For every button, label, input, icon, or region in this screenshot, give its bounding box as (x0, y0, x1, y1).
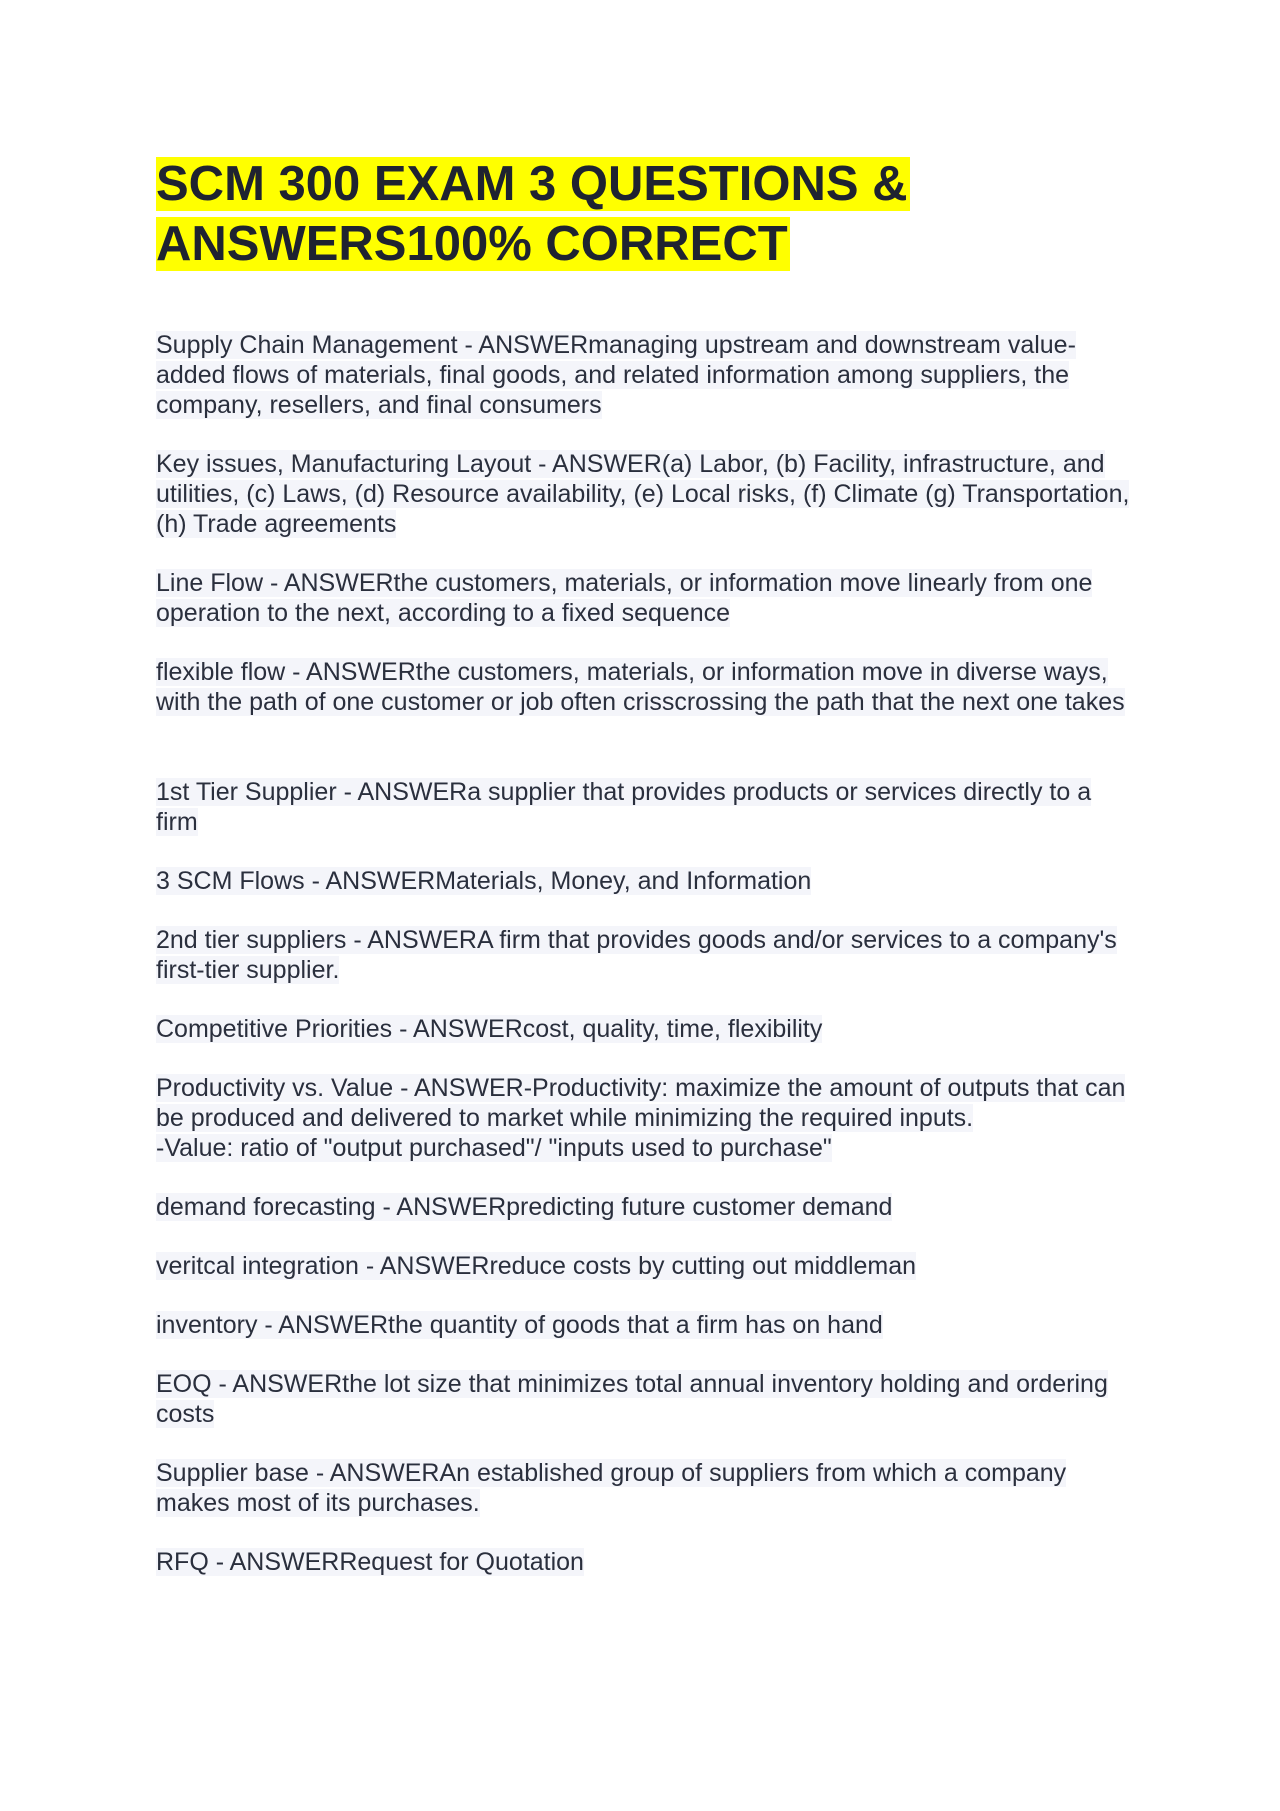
qa-list (156, 330, 1136, 1577)
qa-entry-key-issues-manufacturing-layout: Key issues, Manufacturing Layout - ANSWER(a) Labor, (b) Facility, infrastructure, and utilities, (c) Laws, (d) Resource availability, (e) Local risks, (f) Climate (g) Transportation, (h) Trade agreements (156, 450, 1130, 538)
qa-entry-vertical-integration: veritcal integration - ANSWERreduce costs by cutting out middleman (156, 1252, 917, 1280)
qa-entry-rfq: RFQ - ANSWERRequest for Quotation (156, 1548, 584, 1576)
qa-entry-2nd-tier-suppliers: 2nd tier suppliers - ANSWERA firm that provides goods and/or services to a company's first-tier supplier. (156, 926, 1117, 984)
qa-entry-productivity-vs-value: Productivity vs. Value - ANSWER-Productivity: maximize the amount of outputs that can be produced and delivered to market while minimizing the required inputs. -Value: ratio of "output purchased"/ "inputs used to purchase" (156, 1074, 1126, 1162)
qa-entry-inventory: inventory - ANSWERthe quantity of goods that a firm has on hand (156, 1311, 883, 1339)
qa-entry-1st-tier-supplier: 1st Tier Supplier - ANSWERa supplier that provides products or services directly to a firm (156, 778, 1092, 836)
qa-entry-flexible-flow: flexible flow - ANSWERthe customers, materials, or information move in diverse ways, with the path of one customer or job often crisscrossing the path that the next one takes (156, 658, 1125, 716)
document-page (156, 154, 1136, 1606)
title-line-2: ANSWERS100% CORRECT (156, 217, 788, 271)
qa-entry-supply-chain-management: Supply Chain Management - ANSWERmanaging upstream and downstream value-added flows of materials, final goods, and related information among suppliers, the company, resellers, and final consumers (156, 331, 1076, 419)
title-line-1: SCM 300 EXAM 3 QUESTIONS & (156, 157, 908, 211)
qa-entry-eoq: EOQ - ANSWERthe lot size that minimizes total annual inventory holding and ordering costs (156, 1370, 1108, 1428)
qa-entry-3-scm-flows: 3 SCM Flows - ANSWERMaterials, Money, and Information (156, 867, 812, 895)
qa-entry-demand-forecasting: demand forecasting - ANSWERpredicting future customer demand (156, 1193, 893, 1221)
document-title (156, 154, 1136, 274)
qa-entry-competitive-priorities: Competitive Priorities - ANSWERcost, quality, time, flexibility (156, 1015, 823, 1043)
qa-entry-supplier-base: Supplier base - ANSWERAn established group of suppliers from which a company makes most of its purchases. (156, 1459, 1067, 1517)
qa-entry-line-flow: Line Flow - ANSWERthe customers, materials, or information move linearly from one operation to the next, according to a fixed sequence (156, 569, 1093, 627)
